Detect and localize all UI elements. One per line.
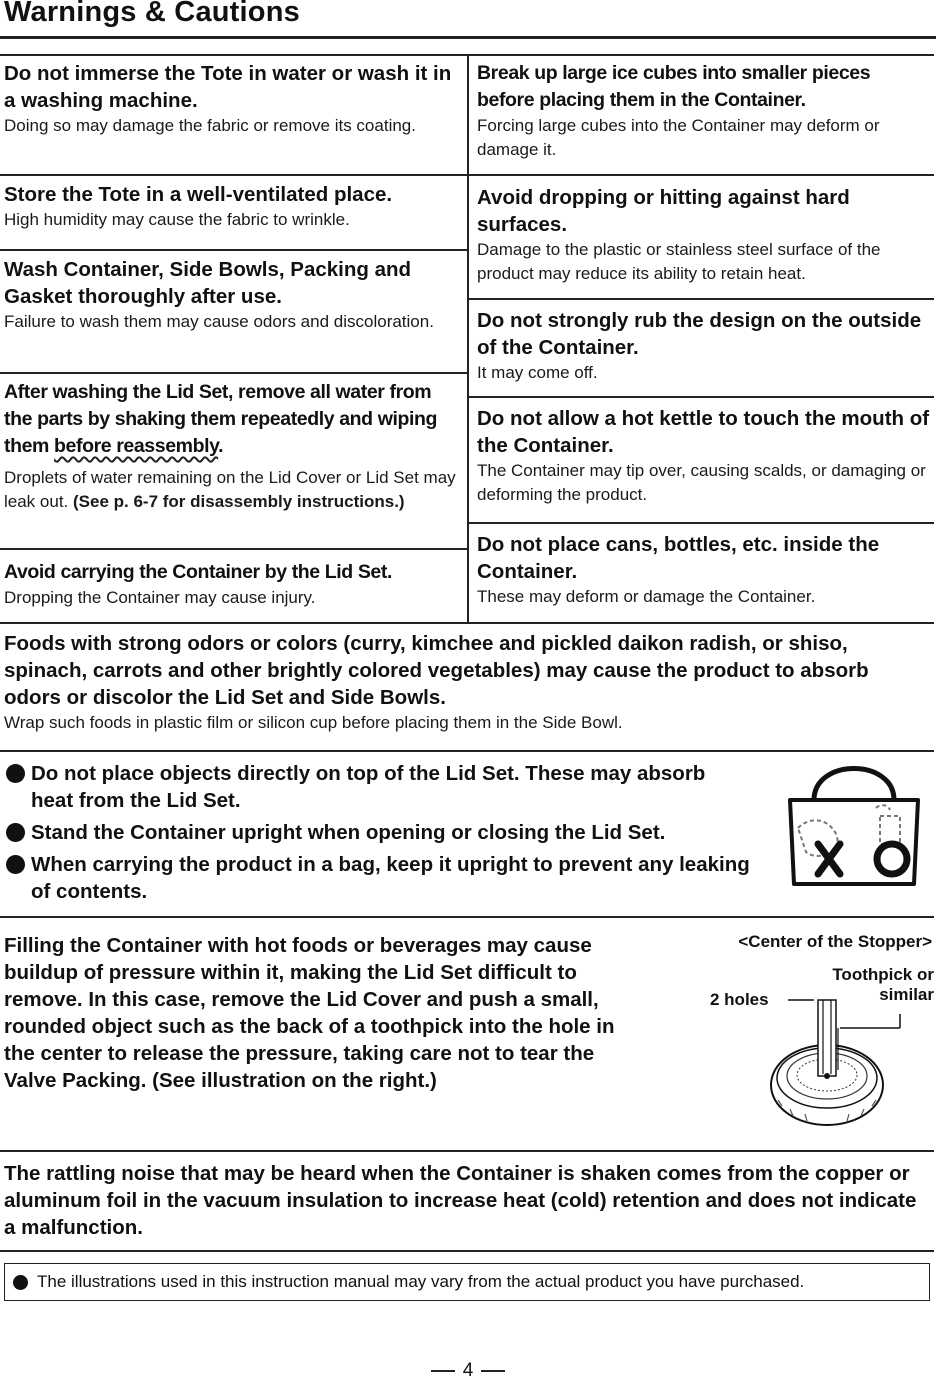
warning-heading: Wash Container, Side Bowls, Packing and Gasket thoroughly after use. [4,258,412,308]
warning-cell [4,379,461,514]
warning-cell [477,405,930,507]
warning-body: Droplets of water remaining on the Lid Cover or Lid Set may leak out. (See p. 6-7 for disassembly instructions.) [4,468,456,511]
warning-heading: Do not allow a hot kettle to touch the mouth of the Container. [477,407,930,457]
illustration-note [4,1263,930,1301]
warning-cell [4,60,461,138]
section-rule [0,1250,934,1252]
warning-heading: Do not place cans, bottles, etc. inside the Container. [477,533,880,583]
dash-left [431,1370,455,1372]
bullet-dot-icon [6,764,25,783]
cell-divider [467,522,934,524]
bullet-item: Stand the Container upright when opening or closing the Lid Set. [4,819,784,846]
section-rule [0,1150,934,1152]
title-rule [0,36,936,39]
warning-heading: Avoid dropping or hitting against hard surfaces. [477,186,850,236]
foods-section [4,630,926,735]
cell-divider [0,548,467,550]
warnings-grid [0,54,934,622]
tote-bag-illustration [784,764,924,892]
warning-body: Forcing large cubes into the Container may deform or damage it. [477,116,880,159]
cell-divider [0,372,467,374]
bullet-dot-icon [6,823,25,842]
bullet-dot-icon [13,1275,28,1290]
warning-body: It may come off. [477,363,598,382]
cell-divider [467,298,934,300]
holes-label: 2 holes [710,990,769,1009]
rattling-section [4,1160,926,1241]
warning-heading: Do not strongly rub the design on the outside of the Container. [477,309,922,359]
section-rule [0,622,934,624]
rattling-text: The rattling noise that may be heard when the Container is shaken comes from the copper or aluminum foil in the vacuum insulation to increase heat (cold) retention and does not indicate a malfunction. [4,1162,917,1239]
warning-heading: Break up large ice cubes into smaller pieces before placing them in the Container. [477,62,871,111]
warning-cell [4,559,461,610]
bullet-item: Do not place objects directly on top of the Lid Set. These may absorb heat from the Lid Set. [4,760,784,814]
cell-divider [467,396,934,398]
cell-divider [467,174,934,176]
cell-divider [0,249,467,251]
emphasis-text: before reassembly [54,435,219,457]
page-number: 4 [0,1360,936,1382]
foods-body: Wrap such foods in plastic film or silicon cup before placing them in the Side Bowl. [4,713,623,732]
stopper-caption: <Center of the Stopper> [738,932,932,951]
warning-heading: After washing the Lid Set, remove all water from the parts by shaking them repeatedly and wiping them before reassembly. [4,381,438,457]
toothpick-label: Toothpick or similar [832,965,934,1004]
bullet-item: When carrying the product in a bag, keep it upright to prevent any leaking of contents. [4,851,784,905]
warning-cell [477,60,930,162]
section-rule [0,750,934,752]
bullet-dot-icon [6,855,25,874]
warning-heading: Do not immerse the Tote in water or wash it in a washing machine. [4,62,452,112]
warning-body: These may deform or damage the Container. [477,587,816,606]
warning-cell [477,184,930,286]
warning-heading: Avoid carrying the Container by the Lid Set. [4,561,392,583]
warning-heading: Store the Tote in a well-ventilated place. [4,183,393,206]
dash-right [481,1370,505,1372]
warning-cell [4,181,461,232]
column-divider [467,54,469,622]
warning-body: Damage to the plastic or stainless steel surface of the product may reduce its ability to retain heat. [477,240,881,283]
warning-body: Failure to wash them may cause odors and discoloration. [4,312,434,331]
warning-body: Dropping the Container may cause injury. [4,588,316,607]
warning-cell [477,307,930,385]
filling-instructions: Filling the Container with hot foods or beverages may cause buildup of pressure within it, making the Lid Set difficult to remove. In this case, remove the Lid Cover and push a small, rounded object such as the back of a toothpick into the hole in the center to release the pressure, taking care not to tear the Valve Packing. (See illustration on the right.) [4,934,615,1092]
section-rule [0,916,934,918]
warning-body: High humidity may cause the fabric to wrinkle. [4,210,350,229]
stopper-illustration [760,990,910,1130]
bullet-list [4,760,784,910]
warning-body: Doing so may damage the fabric or remove its coating. [4,116,416,135]
foods-heading: Foods with strong odors or colors (curry, kimchee and pickled daikon radish, or shiso, spinach, carrots and other brightly colored vegetables) may cause the product to absorb odors or discolor the Lid Set and Side Bowls. [4,632,869,709]
warning-cell [4,256,461,334]
page-title: Warnings & Cautions [4,0,300,28]
warning-cell [477,531,930,609]
cell-divider [0,174,467,176]
warning-body: The Container may tip over, causing scalds, or damaging or deforming the product. [477,461,926,504]
note-text: The illustrations used in this instruction manual may vary from the actual product you have purchased. [37,1272,805,1291]
